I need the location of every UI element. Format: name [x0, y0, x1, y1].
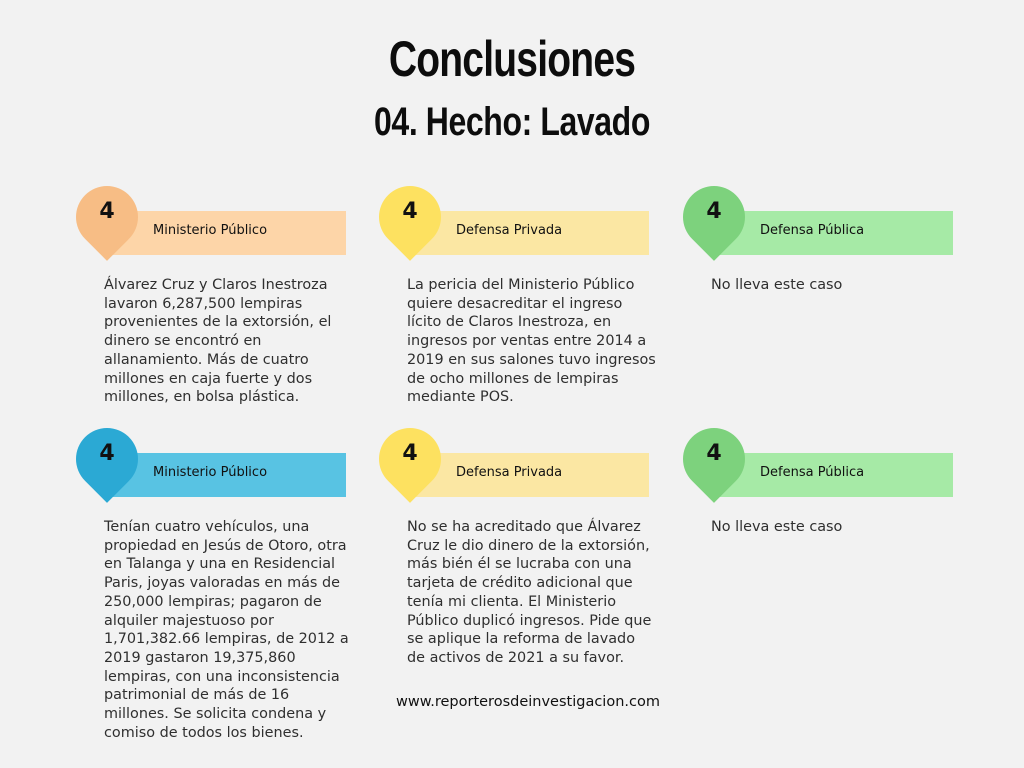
card-text: La pericia del Ministerio Público quiere desacreditar el ingreso lícito de Claros Inestroza, en ingresos por ventas entre 2014 a 2019 en sus salones tuvo ingresos de ocho millones de lempiras mediante POS.	[407, 277, 656, 406]
card-label: Defensa Pública	[760, 465, 865, 480]
pin-number: 4	[706, 199, 722, 224]
pin-number: 4	[402, 199, 418, 224]
pin-number: 4	[706, 441, 722, 466]
pin-number: 4	[99, 199, 115, 224]
card-label: Ministerio Público	[153, 465, 268, 480]
card-text: Álvarez Cruz y Claros Inestroza lavaron 6,287,500 lempiras provenientes de la extorsión, el dinero se encontró en allanamiento. Más de cuatro millones en caja fuerte y dos millones, en bolsa plástica.	[104, 277, 332, 406]
card-text: No se ha acreditado que Álvarez Cruz le dio dinero de la extorsión, más bién él se lucraba con una tarjeta de crédito adicional que tenía mi clienta. El Ministerio Público duplicó ingresos. Pide que se aplique la reforma de lavado de activos de 2021 a su favor.	[407, 519, 652, 666]
card-label: Defensa Privada	[456, 465, 563, 480]
card-text: Tenían cuatro vehículos, una propiedad en Jesús de Otoro, otra en Talanga y una en Residencial Paris, joyas valoradas en más de 250,000 lempiras; pagaron de alquiler majestuoso por 1,701,382.66 lempiras, de 2012 a 2019 gastaron 19,375,860 lempiras, con una inconsistencia patrimonial de más de 16 millones. Se solicita condena y comiso de todos los bienes.	[104, 519, 349, 741]
card-label: Ministerio Público	[153, 223, 268, 238]
card-label: Defensa Privada	[456, 223, 563, 238]
pin-number: 4	[99, 441, 115, 466]
card-text: No lleva este caso	[711, 277, 843, 293]
card-label: Defensa Pública	[760, 223, 865, 238]
pin-number: 4	[402, 441, 418, 466]
page-subtitle: 04. Hecho: Lavado	[374, 100, 650, 144]
page-title: Conclusiones	[388, 31, 636, 87]
footer-website-link[interactable]: www.reporterosdeinvestigacion.com	[396, 694, 660, 710]
card-text: No lleva este caso	[711, 519, 843, 535]
